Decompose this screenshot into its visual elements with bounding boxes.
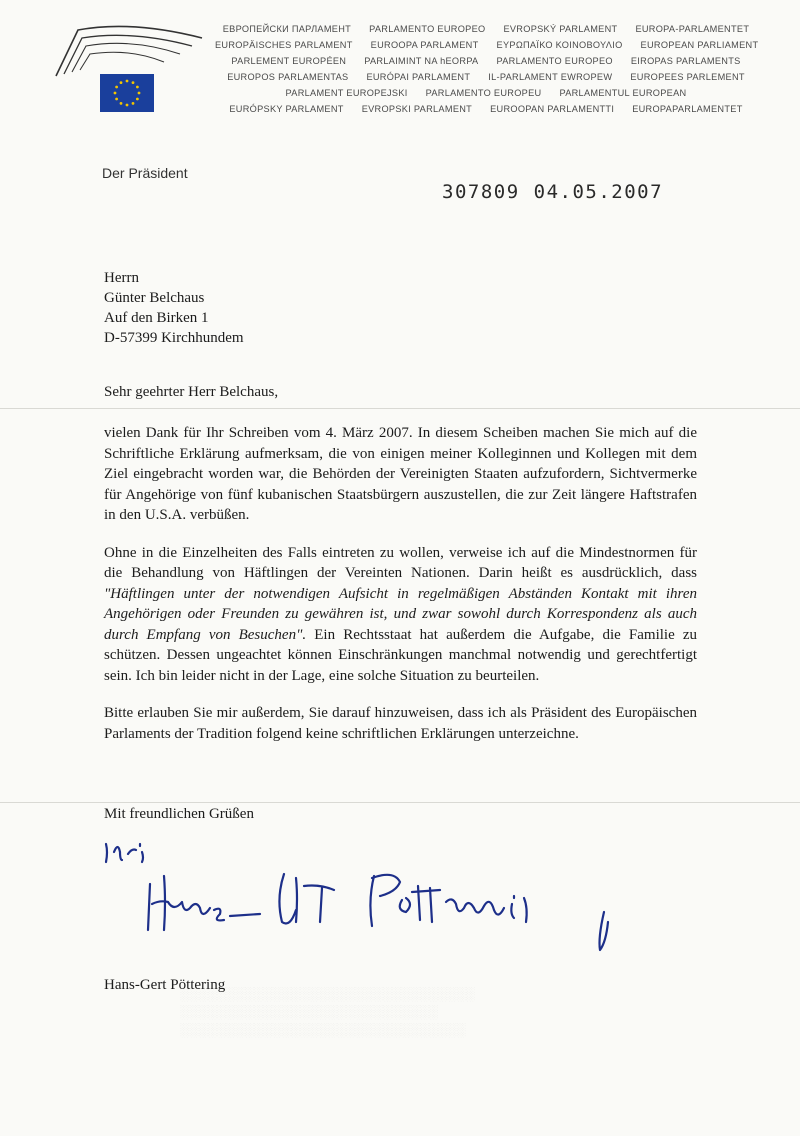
parliament-names-row xyxy=(206,101,766,117)
eu-star-icon xyxy=(120,81,123,84)
recipient-address xyxy=(104,268,244,348)
parliament-name: EVROPSKÝ PARLAMENT xyxy=(503,24,618,34)
parliament-names-row xyxy=(206,69,766,85)
parliament-names-row xyxy=(206,85,766,101)
parliament-name: EUROPÄISCHES PARLAMENT xyxy=(215,40,353,50)
paper-fold-line xyxy=(0,802,800,803)
european-parliament-logo xyxy=(52,24,212,116)
salutation: Sehr geehrter Herr Belchaus, xyxy=(104,384,279,400)
address-line: D-57399 Kirchhundem xyxy=(104,330,244,346)
eu-star-icon xyxy=(132,81,135,84)
parliament-name: EUROPEAN PARLIAMENT xyxy=(640,40,759,50)
address-line: Herrn xyxy=(104,270,139,286)
letter-body xyxy=(104,423,697,761)
quoted-text: "Häftlingen unter der notwendigen Aufsicht in regelmäßigen Abständen Kontakt mit ihren Angehörigen oder Freunden zu gewähren ist, und zwar sowohl durch Korrespondenz als auch durch Empfang von Besuchen". xyxy=(104,585,697,643)
parliament-name: ЕВРОПЕЙСКИ ПАРЛАМЕНТ xyxy=(222,24,352,34)
parliament-name: EUROPA-PARLAMENTET xyxy=(635,24,750,34)
eu-star-icon xyxy=(126,80,129,83)
address-line: Günter Belchaus xyxy=(104,290,205,306)
eu-star-icon xyxy=(114,92,117,95)
parliament-names-row xyxy=(206,37,766,53)
eu-star-icon xyxy=(138,92,141,95)
parliament-name: EUROOPA PARLAMENT xyxy=(370,40,479,50)
closing-phrase: Mit freundlichen Grüßen xyxy=(104,806,254,822)
parliament-name: EURÓPSKY PARLAMENT xyxy=(229,104,344,114)
parliament-name: PARLAMENTUL EUROPEAN xyxy=(559,88,687,98)
parliament-name: ΕΥΡΩΠΑΪΚΟ ΚΟΙΝΟΒΟΥΛΙΟ xyxy=(496,40,623,50)
reference-number: 307809 xyxy=(442,181,520,203)
parliament-name: EVROPSKI PARLAMENT xyxy=(361,104,473,114)
parliament-name: PARLAMENTO EUROPEU xyxy=(425,88,542,98)
body-paragraph: Bitte erlauben Sie mir außerdem, Sie darauf hinzuweisen, dass ich als Präsident des Europäischen Parlaments der Tradition folgend keine schriftlichen Erklärungen unterzeichne. xyxy=(104,705,697,742)
parliament-name: IL-PARLAMENT EWROPEW xyxy=(488,72,613,82)
reference-stamp xyxy=(442,181,663,203)
eu-star-icon xyxy=(136,86,139,89)
parliament-name: PARLEMENT EUROPÉEN xyxy=(231,56,347,66)
parliament-name: EIROPAS PARLAMENTS xyxy=(630,56,741,66)
paragraph-text: Ohne in die Einzelheiten des Falls eintreten zu wollen, verweise ich auf die Mindestnormen für die Behandlung von Häftlingen der Vereinten Nationen. Darin heißt es ausdrücklich, dass xyxy=(104,544,697,581)
eu-star-icon xyxy=(136,98,139,101)
parliament-name: EURÓPAI PARLAMENT xyxy=(366,72,471,82)
eu-star-icon xyxy=(126,104,129,107)
eu-star-icon xyxy=(115,98,118,101)
parliament-names-row xyxy=(206,53,766,69)
parliament-name: EUROOPAN PARLAMENTTI xyxy=(490,104,615,114)
parliament-name: EUROPEES PARLEMENT xyxy=(630,72,745,82)
address-line: Auf den Birken 1 xyxy=(104,310,209,326)
eu-star-icon xyxy=(132,102,135,105)
parliament-names-row xyxy=(206,21,766,37)
parliament-name: PARLAMENTO EUROPEO xyxy=(496,56,613,66)
eu-star-icon xyxy=(120,102,123,105)
eu-star-icon xyxy=(115,86,118,89)
body-paragraph xyxy=(104,543,697,687)
paper-fold-line xyxy=(0,408,800,409)
reference-date: 04.05.2007 xyxy=(533,181,664,203)
body-paragraph: vielen Dank für Ihr Schreiben vom 4. März 2007. In diesem Scheiben machen Sie mich auf die Schriftliche Erklärung aufmerksam, die von einigen meiner Kolleginnen und Kollegen mit dem Ziel eingebracht worden war, die Behörden der Vereinigten Staaten aufzufordern, Sichtvermerke für Angehörige von fünf kubanischen Staatsbürgern auszustellen, die zur Zeit längere Haftstrafen in den U.S.A. verbüßen. xyxy=(104,425,697,523)
handwritten-signature xyxy=(100,838,620,958)
paragraph-text: Ein Rechtsstaat hat außerdem die Aufgabe, die Familie zu schützen. Dessen ungeachtet können Einschränkungen manchmal notwendig und gerechtfertigt sein. Ich bin leider nicht in der Lage, eine solche Situation zu beurteilen. xyxy=(104,626,698,684)
parliament-name: EUROPOS PARLAMENTAS xyxy=(227,72,349,82)
show-through-text: ░░░░░░░░░░░░░░░░░░░░░░░░░░░░░░░░ ░░░░░░░░░░░░░░░░░░░░░░░░░░░░ ░░░░░░░░░░░░░░░░░░░░░░░░░░░░░░░ xyxy=(180,986,475,1037)
sender-title: Der Präsident xyxy=(102,165,188,181)
parliament-name: PARLAMENTO EUROPEO xyxy=(369,24,486,34)
parliament-names-block xyxy=(206,21,766,117)
parliament-name: EUROPAPARLAMENTET xyxy=(632,104,743,114)
signer-name: Hans-Gert Pöttering xyxy=(104,977,226,993)
parliament-name: PARLAMENT EUROPEJSKI xyxy=(285,88,408,98)
parliament-name: PARLAIMINT NA hEORPA xyxy=(364,56,479,66)
